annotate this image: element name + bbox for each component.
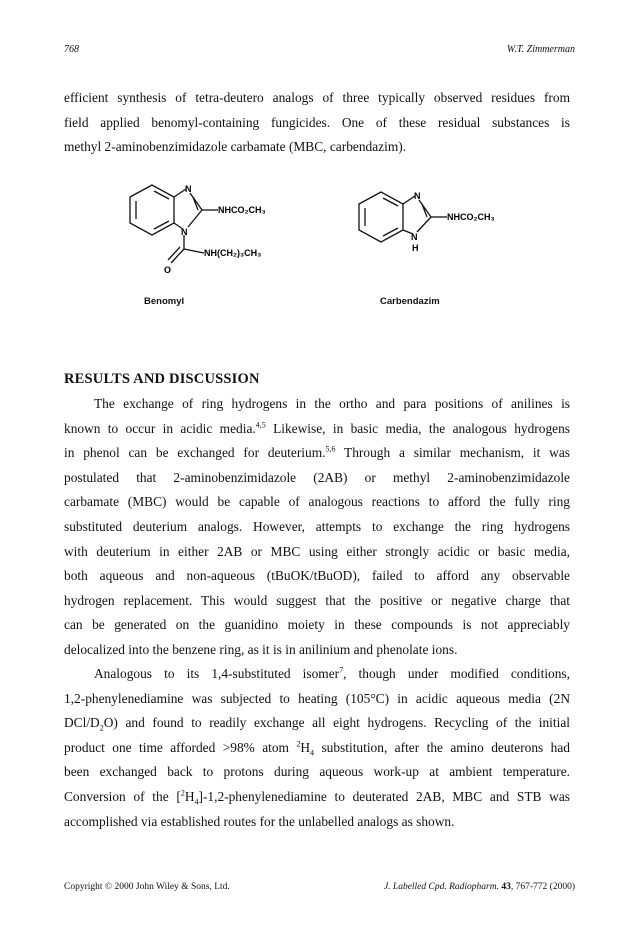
citation-7: 7 bbox=[339, 665, 344, 675]
benomyl-structure bbox=[108, 183, 288, 283]
para2-line: Analogous to its 1,4-substituted isomer$^7$, though under modified conditions, bbox=[94, 665, 570, 681]
running-author: W.T. Zimmerman bbox=[506, 44, 575, 55]
para2-line: Conversion of the $[^2H_4]-1,2$-phenylenediamine to deuterated 2AB, MBC and STB was bbox=[64, 788, 570, 807]
para1-line: in phenol can be exchanged for deuterium.$^{5,6}$ Through a similar mechanism, it was bbox=[64, 444, 570, 461]
carbendazim-n-top: N bbox=[414, 191, 421, 201]
citation-4-5: 4,5 bbox=[255, 420, 266, 430]
para1-line: both aqueous and non-aqueous (tBuOK/tBuOD), failed to afford any observable bbox=[64, 568, 570, 584]
para2-line: been exchanged back to protons during aqueous work-up at ambient temperature. bbox=[64, 764, 570, 780]
discussion-paragraph-1 bbox=[64, 392, 570, 663]
benomyl-drawing bbox=[108, 183, 288, 283]
carbendazim-drawing bbox=[355, 190, 535, 270]
para1-line: hydrogen replacement. This would suggest that the positive or negative charge that bbox=[64, 592, 570, 608]
section-heading: RESULTS AND DISCUSSION bbox=[64, 371, 260, 387]
para1-line: known to occur in acidic media.$^{4,5}$ Likewise, in basic media, the analogous hydrogens bbox=[64, 420, 570, 436]
para2-line: 1,2-phenylenediamine was subjected to heating (105°C) in acidic aqueous media (2N bbox=[64, 690, 570, 706]
benomyl-n-top: N bbox=[185, 184, 192, 194]
para1-line: delocalized into the benzene ring, as it is in anilinium and phenolate ions. bbox=[64, 641, 458, 657]
copyright-notice: Copyright © 2000 John Wiley & Sons, Ltd. bbox=[64, 882, 230, 892]
intro-line: methyl 2-aminobenzimidazole carbamate (MBC, carbendazim). bbox=[64, 139, 407, 155]
journal-citation: J. Labelled Cpd. Radiopharm. 43, 767-772 (2000) bbox=[383, 882, 575, 892]
page-number: 768 bbox=[64, 44, 79, 55]
para2-line: product one time afforded >98% atom $^2H_4$ substitution, after the amino deuterons had bbox=[64, 739, 570, 758]
para1-line: can be generated on the guanidino moiety in these compounds is not appreciably bbox=[64, 617, 570, 633]
citation-5-6: 5,6 bbox=[325, 444, 336, 454]
para2-line: DCl/$D_2O$) and found to readily exchange all eight hydrogens. Recycling of the initial bbox=[64, 715, 570, 733]
para1-line: with deuterium in either 2AB or MBC using either strongly acidic or basic media, bbox=[64, 543, 570, 559]
para1-line: postulated that 2-aminobenzimidazole (2AB) or methyl 2-aminobenzimidazole bbox=[64, 469, 570, 485]
para1-line: The exchange of ring hydrogens in the ortho and para positions of anilines is bbox=[94, 396, 570, 411]
intro-paragraph bbox=[64, 86, 570, 160]
carbendazim-n-ring: N bbox=[411, 232, 418, 242]
carbendazim-h-atom: H bbox=[412, 243, 419, 253]
discussion-paragraph-2 bbox=[64, 662, 570, 834]
carbendazim-caption: Carbendazim bbox=[380, 296, 440, 307]
para1-line: substituted deuterium analogs. However, attempts to exchange the ring hydrogens bbox=[64, 518, 570, 534]
intro-line: efficient synthesis of tetra-deutero analogs of three typically observed residues from bbox=[64, 90, 570, 105]
benomyl-substituent-2: NH(CH₂)₃CH₃ bbox=[204, 248, 262, 258]
intro-line: field applied benomyl-containing fungicides. One of these residual substances is bbox=[64, 114, 570, 130]
carbendazim-substituent-1: NHCO₂CH₃ bbox=[447, 212, 495, 222]
benomyl-substituent-1: NHCO₂CH₃ bbox=[218, 205, 266, 215]
benomyl-caption: Benomyl bbox=[144, 296, 185, 307]
para2-line: accomplished via established routes for the unlabelled analogs as shown. bbox=[64, 813, 455, 829]
carbendazim-structure bbox=[355, 190, 535, 270]
benomyl-o-atom: O bbox=[164, 265, 172, 275]
para1-line: carbamate (MBC) would be capable of analogous reactions to afford the fully ring bbox=[64, 494, 570, 510]
benomyl-n-ring: N bbox=[181, 227, 188, 237]
